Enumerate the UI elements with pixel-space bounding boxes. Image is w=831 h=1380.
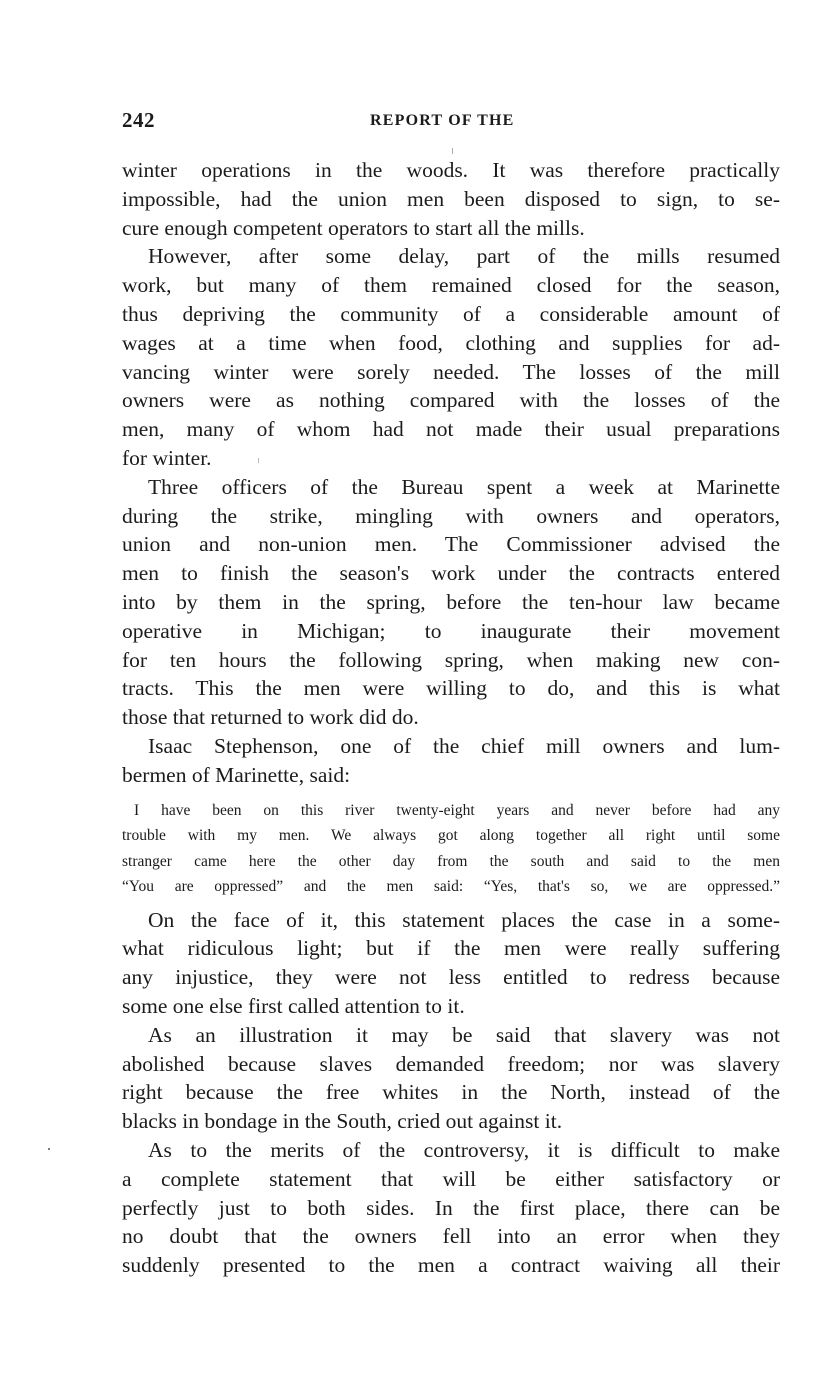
text-line: work, but many of them remained closed for the season,	[122, 273, 780, 298]
text-line: for ten hours the following spring, when making new con-	[122, 647, 780, 672]
text-line: cure enough competent operators to start all the mills.	[122, 215, 585, 240]
block-quote	[122, 798, 780, 900]
text-line: for winter.	[122, 445, 212, 470]
text-line: owners were as nothing compared with the losses of the	[122, 388, 780, 413]
text-line: suddenly presented to the men a contract waiving all their	[122, 1253, 780, 1278]
scan-speck	[258, 458, 259, 463]
text-line: operative in Michigan; to inaugurate their movement	[122, 618, 780, 643]
text-line: Three officers of the Bureau spent a week at Marinette	[148, 474, 780, 499]
text-line: wages at a time when food, clothing and supplies for ad-	[122, 330, 780, 355]
paragraph	[122, 732, 780, 790]
text-line: those that returned to work did do.	[122, 705, 419, 730]
text-line: what ridiculous light; but if the men were really suffering	[122, 936, 780, 961]
text-line: As an illustration it may be said that slavery was not	[148, 1022, 780, 1047]
text-line: into by them in the spring, before the ten-hour law became	[122, 589, 780, 614]
paragraph	[122, 156, 780, 242]
page-number: 242	[122, 108, 155, 132]
paragraph	[122, 242, 780, 472]
body-text	[122, 156, 780, 1280]
text-line: men to finish the season's work under the contracts entered	[122, 561, 780, 586]
paragraph	[122, 1021, 780, 1136]
text-line: On the face of it, this statement places the case in a some-	[148, 907, 780, 932]
text-line: As to the merits of the controversy, it is difficult to make	[148, 1137, 780, 1162]
text-line: no doubt that the owners fell into an error when they	[122, 1224, 780, 1249]
text-line: tracts. This the men were willing to do, and this is what	[122, 676, 780, 701]
quote-line: “You are oppressed” and the men said: “Yes, that's so, we are oppressed.”	[122, 878, 780, 896]
text-line: blacks in bondage in the South, cried out against it.	[122, 1109, 563, 1134]
text-line: vancing winter were sorely needed. The losses of the mill	[122, 359, 780, 384]
paragraph	[122, 906, 780, 1021]
scan-speck	[452, 148, 453, 154]
text-line: Isaac Stephenson, one of the chief mill owners and lum-	[148, 733, 780, 758]
text-line: right because the free whites in the North, instead of the	[122, 1080, 780, 1105]
quote-line: trouble with my men. We always got along together all right until some	[122, 827, 780, 845]
paragraph	[122, 1136, 780, 1280]
text-line: impossible, had the union men been disposed to sign, to se-	[122, 186, 780, 211]
text-line: during the strike, mingling with owners and operators,	[122, 503, 780, 528]
text-line: men, many of whom had not made their usual preparations	[122, 417, 780, 442]
quote-line: stranger came here the other day from the south and said to the men	[122, 852, 780, 870]
text-line: thus depriving the community of a considerable amount of	[122, 301, 780, 326]
text-line: union and non-union men. The Commissioner advised the	[122, 532, 780, 557]
text-line: abolished because slaves demanded freedom; nor was slavery	[122, 1051, 780, 1076]
text-line: perfectly just to both sides. In the first place, there can be	[122, 1195, 780, 1220]
paragraph	[122, 473, 780, 732]
text-line: some one else first called attention to it.	[122, 993, 465, 1018]
page-header	[120, 108, 780, 136]
text-line: winter operations in the woods. It was therefore practically	[122, 158, 780, 182]
running-head: REPORT OF THE	[370, 112, 515, 129]
text-line: any injustice, they were not less entitled to redress because	[122, 965, 780, 990]
text-line: bermen of Marinette, said:	[122, 762, 351, 787]
text-line: a complete statement that will be either satisfactory or	[122, 1166, 780, 1191]
text-line: However, after some delay, part of the mills resumed	[148, 244, 780, 269]
quote-line: I have been on this river twenty-eight years and never before had any	[134, 801, 780, 819]
scan-speck	[48, 1148, 50, 1150]
